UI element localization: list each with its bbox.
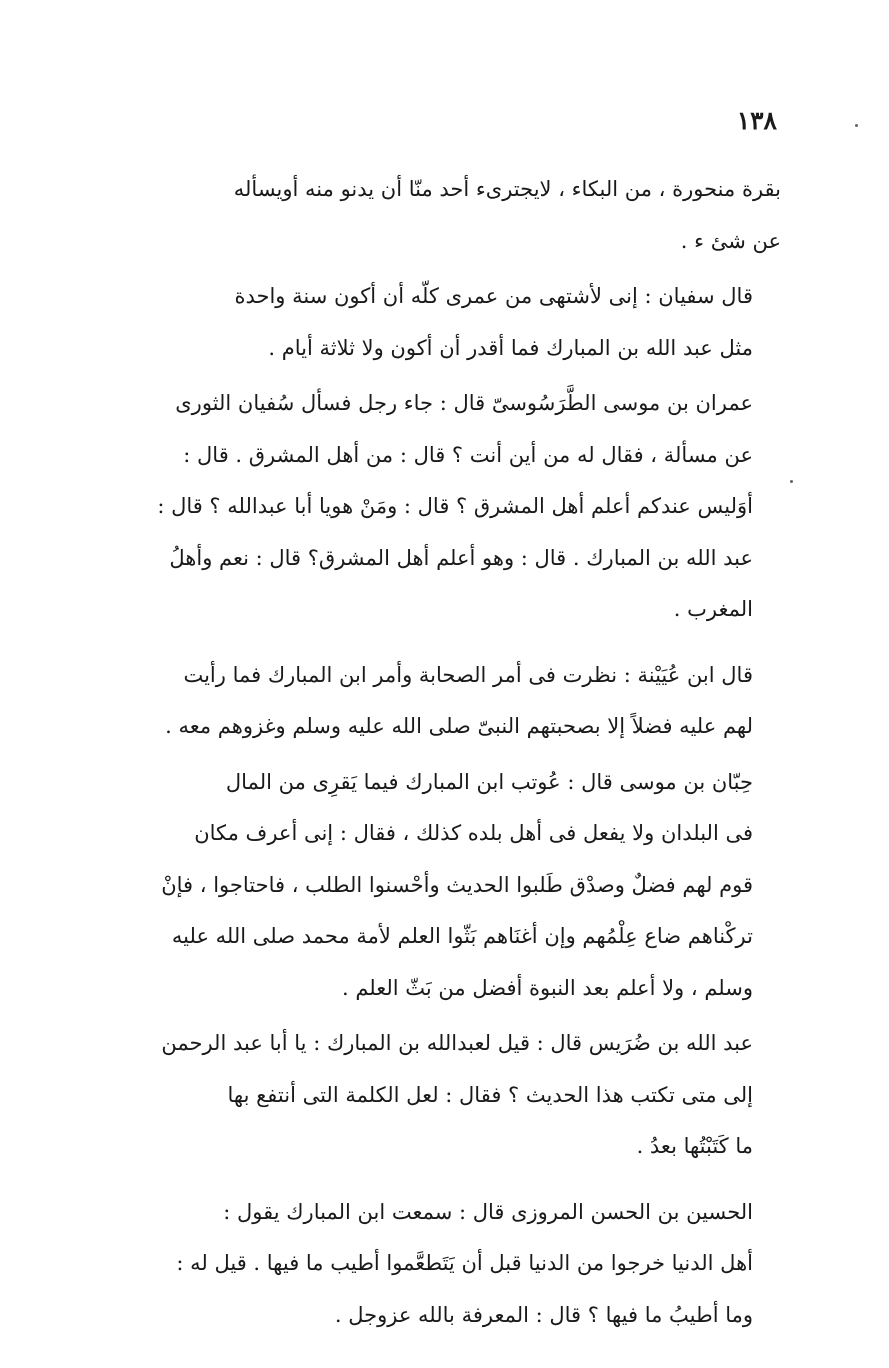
text-line: ما كَتَبْتُها بعدُ .: [636, 1134, 753, 1158]
text-line: تركْناهم ضاع عِلْمُهم وإن أغنَاهم بَثّوا العلم لأمة محمد صلى الله عليه: [171, 924, 753, 948]
text-line: إلى متى تكتب هذا الحديث ؟ فقال : لعل الكلمة التى أنتفع بها: [227, 1082, 753, 1107]
text-line: المغرب .: [673, 597, 753, 621]
text-line: لهم عليه فضلاً إلا بصحبتهم النبىّ صلى الله عليه وسلم وغزوهم معه .: [165, 714, 753, 738]
text-line: بقرة منحورة ، من البكاء ، لايجترىء أحد منّا أن يدنو منه أويسأله: [233, 177, 781, 201]
text-line: وما أطيبُ ما فيها ؟ قال : المعرفة بالله عزوجل .: [334, 1302, 753, 1327]
scan-speck: [790, 480, 793, 483]
paragraph-4: [109, 650, 781, 753]
text-line: الحسين بن الحسن المروزى قال : سمعت ابن المبارك يقول :: [223, 1199, 753, 1224]
paragraph-5: [109, 757, 781, 1015]
text-line: مثل عبد الله بن المبارك فما أقدر أن أكون ولا ثلاثة أيام .: [268, 335, 753, 360]
text-line: عن شئ ء .: [680, 228, 781, 253]
paragraph-7: [109, 1187, 781, 1342]
text-line: قال سفيان : إنى لأشتهى من عمرى كلّه أن أكون سنة واحدة: [234, 284, 753, 308]
paragraph-3: [109, 378, 781, 636]
text-line: فى البلدان ولا يفعل فى أهل بلده كذلك ، فقال : إنى أعرف مكان: [194, 821, 753, 845]
paragraph-2: [109, 271, 781, 374]
text-line: عمران بن موسى الطَّرَسُوسىّ قال : جاء رجل فسأل سُفيان الثورى: [175, 391, 753, 415]
paragraph-6: [109, 1018, 781, 1173]
text-line: حِبّان بن موسى قال : عُوتب ابن المبارك فيما يَقرِى من المال: [225, 769, 753, 794]
body-text: [109, 164, 781, 1341]
text-line: أهل الدنيا خرجوا من الدنيا قبل أن يَتَطعَّموا أطيب ما فيها . قيل له :: [176, 1251, 753, 1275]
scan-speck: [855, 124, 858, 127]
page-number: ١٣٨: [736, 106, 777, 135]
text-line: وسلم ، ولا أعلم بعد النبوة أفضل من بَثّ العلم .: [341, 975, 753, 1000]
paragraph-1: [109, 164, 781, 267]
text-line: قال ابن عُيَيْنة : نظرت فى أمر الصحابة وأمر ابن المبارك فما رأيت: [183, 662, 753, 687]
text-line: عبد الله بن المبارك . قال : وهو أعلم أهل المشرق؟ قال : نعم وأهلُ: [169, 545, 753, 570]
text-line: عبد الله بن ضُرَيس قال : قيل لعبدالله بن المبارك : يا أبا عبد الرحمن: [161, 1031, 753, 1055]
text-line: قوم لهم فضلٌ وصدْق طَلبوا الحديث وأحْسنوا الطلب ، فاحتاجوا ، فإنْ: [161, 872, 753, 897]
text-line: عن مسألة ، فقال له من أين أنت ؟ قال : من أهل المشرق . قال :: [183, 442, 753, 467]
text-line: أوَليس عندكم أعلم أهل المشرق ؟ قال : ومَنْ هويا أبا عبدالله ؟ قال :: [157, 494, 753, 518]
